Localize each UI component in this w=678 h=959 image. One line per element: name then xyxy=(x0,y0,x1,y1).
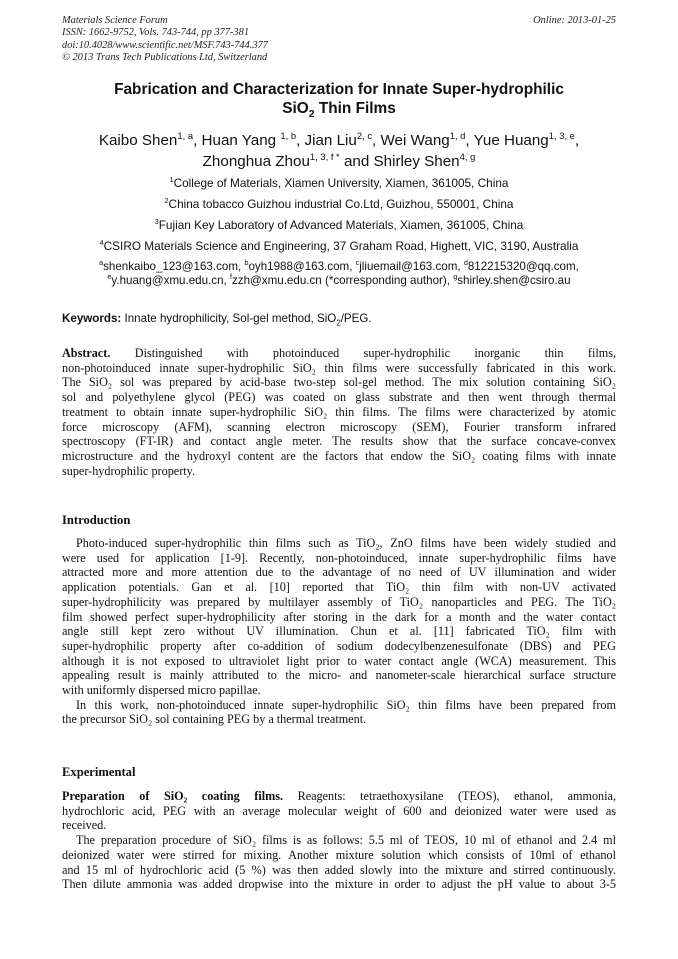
author-sep: , xyxy=(296,132,305,149)
keywords xyxy=(62,312,616,326)
section-heading-experimental: Experimental xyxy=(62,765,136,779)
email-line-1: $^a$shenkaibo_123@163.com, $^b$oyh1988@163.com, $^c$jliuemail@163.com, $^d$812215320@qq.com, xyxy=(99,258,579,273)
abstract-line: force microscopy (AFM), scanning electron microscopy (SEM), Fourier transform infrared xyxy=(62,419,616,434)
title-line-1: Fabrication and Characterization for Innate Super-hydrophilic xyxy=(114,81,564,98)
abstract-line: microstructure and the hydroxyl content are the factors that endow the SiO₂ coating films with innate xyxy=(62,448,616,463)
paper-title xyxy=(62,80,616,121)
exp-line: deionized water were stirred for mixing. Another mixture solution which consists of 10ml of ethanol xyxy=(62,847,616,862)
author-sep: , xyxy=(465,132,474,149)
intro-line: with uniformly dispersed micro papillae. xyxy=(62,683,261,698)
author-sep: and xyxy=(339,153,374,170)
keywords-label: Keywords: xyxy=(62,312,122,325)
doi-line: doi:10.4028/www.scientific.net/MSF.743-744.377 xyxy=(62,39,268,51)
aff-text: Fujian Key Laboratory of Advanced Materials, Xiamen, 361005, China xyxy=(158,218,524,232)
issn-line: ISSN: 1662-9752, Vols. 743-744, pp 377-381 xyxy=(62,27,250,39)
email-sup: f xyxy=(229,272,232,282)
exp-line: Then dilute ammonia was added dropwise into the mixture in order to adjust the pH value to about 3-5 xyxy=(62,877,616,892)
exp-line xyxy=(62,789,616,804)
author-sup: 1, 3, e xyxy=(548,129,575,141)
intro-line: super-hydrophilic property after co-addition of sodium dodecylbenzenesulfonate (DBS) and PEG xyxy=(62,638,616,653)
exp-line: received. xyxy=(62,818,107,833)
intro-line: although it is not exposed to ultraviolet light prior to water contact angle (WCA) measurement. This xyxy=(62,653,616,668)
exp-text: Reagents: tetraethoxysilane (TEOS), ethanol, ammonia, xyxy=(283,789,616,803)
affiliation-1 xyxy=(62,176,616,190)
intro-line: In this work, non-photoinduced innate super-hydrophilic SiO₂ thin films have been prepared from xyxy=(76,697,616,712)
author-name: Shirley Shen xyxy=(373,153,460,170)
author-list xyxy=(62,130,616,172)
email-list xyxy=(62,260,616,288)
intro-line: were used for application [1-9]. Recently, non-photoinduced, innate super-hydrophilic films have xyxy=(62,550,616,565)
intro-line: super-hydrophilicity was prepared by multilayer assembly of TiO₂ nanoparticles and PEG. The TiO₂ xyxy=(62,594,616,609)
aff-text: CSIRO Materials Science and Engineering, 37 Graham Road, Highett, VIC, 3190, Australia xyxy=(103,239,579,253)
email-sup: c xyxy=(355,258,360,268)
intro-line: appealing result is mainly attributed to the micro- and nanometer-scale hierarchical surface structure xyxy=(62,668,616,683)
introduction-body xyxy=(62,536,616,727)
author-name: Yue Huang xyxy=(473,132,549,149)
author-sep: , xyxy=(193,132,202,149)
exp-line: hydrochloric acid, PEG with an average molecular weight of 600 and deionized water were used as xyxy=(62,803,616,818)
author-sup: 1, d xyxy=(449,129,466,141)
abstract-label: Abstract. xyxy=(62,346,111,360)
abstract-line: treatment to obtain innate super-hydrophilic SiO₂ thin films. The films were characterized by atomic xyxy=(62,404,616,419)
intro-line: attracted more and more attention due to the advantage of no need of UV illumination and wider xyxy=(62,565,616,580)
author-sep: , xyxy=(574,132,580,149)
exp-line: The preparation procedure of SiO₂ films is as follows: 5.5 ml of TEOS, 10 ml of ethanol and 2.4 ml xyxy=(76,833,616,848)
corresponding-note: (*corresponding author), xyxy=(321,274,454,287)
email-link[interactable]: oyh1988@163.com xyxy=(248,260,350,273)
title-sio: SiO xyxy=(282,100,309,117)
abstract-line: The SiO₂ sol was prepared by acid-base two-step sol-gel method. The mix solution containing SiO₂ xyxy=(62,375,616,390)
author-sep: , xyxy=(372,132,381,149)
title-line-2 xyxy=(62,99,616,121)
author-line-2 xyxy=(62,151,616,172)
copyright-line: © 2013 Trans Tech Publications Ltd, Switzerland xyxy=(62,52,268,64)
author-name: Jian Liu xyxy=(304,132,357,149)
aff-text: China tobacco Guizhou industrial Co.Ltd, Guizhou, 550001, China xyxy=(168,197,514,211)
aff-sup: 4 xyxy=(99,238,104,248)
abstract-line: sol and polyethylene glycol (PEG) was coated on glass substrate and then went through thermal xyxy=(62,390,616,405)
email-link[interactable]: shirley.shen@csiro.au xyxy=(457,274,571,287)
abstract-line: non-photoinduced innate super-hydrophilic SiO₂ thin films were successfully fabricated in this work. xyxy=(62,360,616,375)
exp-line: and 15 ml of hydrochloric acid (5 %) was then added slowly into the mixture and stirred continuously. xyxy=(62,862,616,877)
author-name: Wei Wang xyxy=(380,132,450,149)
affiliation-4 xyxy=(62,239,616,253)
online-date: Online: 2013-01-25 xyxy=(533,15,616,26)
intro-line: Photo-induced super-hydrophilic thin films such as TiO₂, ZnO films have been widely studied and xyxy=(76,536,616,550)
email-sup: d xyxy=(463,258,468,268)
email-link[interactable]: zzh@xmu.edu.cn xyxy=(231,274,322,287)
intro-line: film showed perfect super-hydrophilicity after storing in the dark for a month and the water contact xyxy=(62,609,616,624)
email-sup: a xyxy=(99,258,104,268)
keywords-text: Innate hydrophilicity, Sol-gel method, SiO xyxy=(121,312,337,325)
experimental-body xyxy=(62,789,616,892)
email-line-2: $^e$y.huang@xmu.edu.cn, $^f$zzh@xmu.edu.cn (*corresponding author), $^g$shirley.shen@csiro.au xyxy=(107,272,571,287)
section-heading-introduction: Introduction xyxy=(62,513,131,527)
author-line-1 xyxy=(62,130,616,151)
author-sup: 1, b xyxy=(280,129,297,141)
intro-line: application potentials. Gan et al. [10] reported that TiO₂ thin film with non-UV activated xyxy=(62,580,616,595)
author-sup: 4, g xyxy=(459,150,476,162)
aff-sup: 2 xyxy=(164,196,169,206)
affiliation-3 xyxy=(62,218,616,232)
email-link[interactable]: shenkaibo_123@163.com xyxy=(103,260,238,273)
abstract-text: Distinguished with photoinduced super-hydrophilic inorganic thin films, xyxy=(134,346,617,360)
abstract xyxy=(62,346,616,478)
author-sup: 1, 3, f * xyxy=(309,150,340,162)
email-sup: g xyxy=(453,272,458,282)
title-thin-films: Thin Films xyxy=(314,100,396,117)
journal-header xyxy=(62,15,268,65)
keywords-text-end: /PEG. xyxy=(340,312,372,325)
aff-sup: 1 xyxy=(169,175,174,185)
email-link[interactable]: jliuemail@163.com xyxy=(359,260,458,273)
affiliation-2 xyxy=(62,197,616,211)
author-sup: 1, a xyxy=(177,129,194,141)
abstract-line xyxy=(62,346,616,361)
email-sup: e xyxy=(107,272,112,282)
author-name: Zhonghua Zhou xyxy=(202,153,310,170)
author-name: Kaibo Shen xyxy=(98,132,178,149)
preparation-label: Preparation of SiO₂ coating films. xyxy=(62,789,284,803)
abstract-line: super-hydrophilic property. xyxy=(62,463,195,478)
keywords-subscript: 2 xyxy=(336,318,341,328)
aff-sup: 3 xyxy=(154,217,159,227)
abstract-line: spectroscopy (FT-IR) and contact angle meter. The results show that the surface concave-convex xyxy=(62,434,616,449)
email-link[interactable]: 812215320@qq.com xyxy=(467,260,576,273)
intro-line: the precursor SiO₂ sol containing PEG by a thermal treatment. xyxy=(62,712,367,727)
author-sup: 2, c xyxy=(356,129,373,141)
intro-line: angle still kept zero without UV illumination. Chun et al. [11] fabricated TiO₂ film with xyxy=(62,624,616,639)
email-sup: b xyxy=(244,258,249,268)
title-subscript: 2 xyxy=(308,109,315,121)
author-name: Huan Yang xyxy=(201,132,281,149)
email-link[interactable]: y.huang@xmu.edu.cn xyxy=(111,274,224,287)
aff-text: College of Materials, Xiamen University, Xiamen, 361005, China xyxy=(173,176,509,190)
journal-name: Materials Science Forum xyxy=(62,15,168,26)
